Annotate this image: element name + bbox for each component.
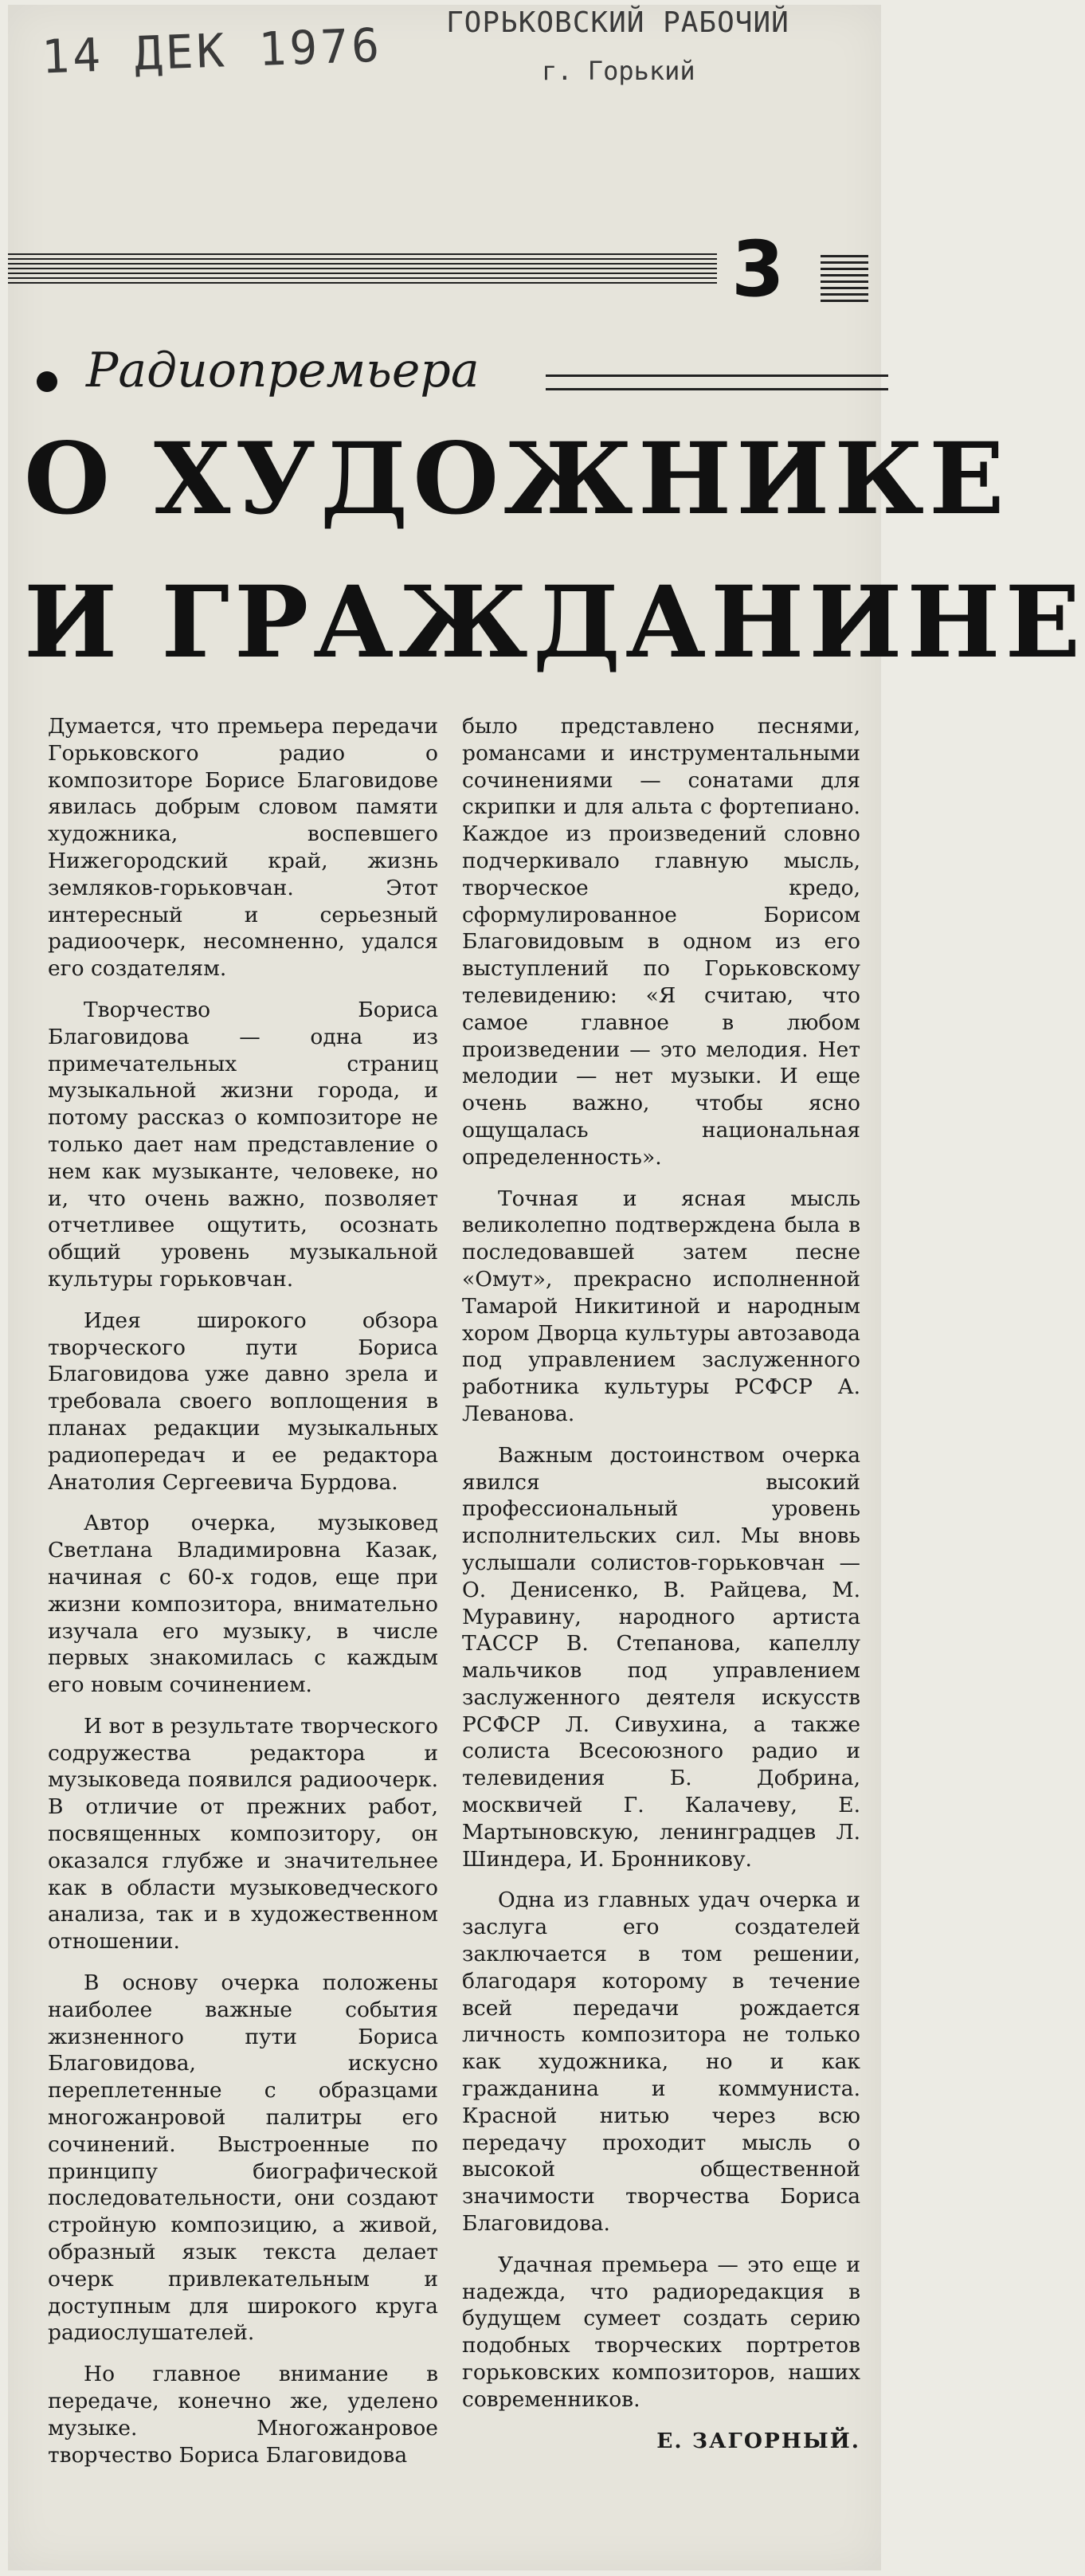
- page-number: 3: [731, 225, 785, 314]
- paragraph: Удачная премьера — это еще и надежда, что радиоредакция в будущем сумеет создать серию подобных творческих портретов горьковских композиторов, наших современников.: [462, 2252, 860, 2412]
- date-stamp: 14 ДЕК 1976: [40, 18, 384, 84]
- right-column: [462, 713, 860, 2468]
- newspaper-name-stamp: ГОРЬКОВСКИЙ РАБОЧИЙ: [446, 6, 789, 39]
- city-stamp: г. Горький: [542, 56, 695, 86]
- rubric-label: Радиопремьера: [86, 343, 480, 398]
- paragraph: Одна из главных удач очерка и заслуга его создателей заключается в том решении, благодаря которому в течение всей передачи рождается личность композитора не только как художника, но и как гражданина и коммуниста. Красной нитью через всю передачу проходит мысль о высокой общественной значимости творчества Бориса Благовидова.: [462, 1888, 860, 2237]
- paragraph: В основу очерка положены наиболее важные события жизненного пути Бориса Благовидова, искусно переплетенные с образцами многожанровой палитры его сочинений. Выстроенные по принципу биографической последовательности, они создают стройную композицию, а живой, образный язык текста делает очерк привлекательным и доступным для широкого круга радиослушателей.: [48, 1970, 438, 2346]
- paragraph: было представлено песнями, романсами и инструментальными сочинениями — сонатами для скрипки и для альта с фортепиано. Каждое из произведений словно подчеркивало главную мысль, творческое кредо, сформулированное Борисом Благовидовым в одном из его выступлений по Горьковскому телевидению: «Я считаю, что самое главное в любом произведении — это мелодия. Нет мелодии — нет музыки. И еще очень важно, чтобы ясно ощущалась национальная определенность».: [462, 714, 860, 1170]
- masthead-rule: [8, 253, 717, 285]
- paragraph: И вот в результате творческого содружества редактора и музыковеда появился радиоочерк. В отличие от прежних работ, посвященных композитору, он оказался глубже и значительнее как в области музыковедческого анализа, так и в художественном отношении.: [48, 1713, 438, 1955]
- rubric-row: [24, 343, 868, 406]
- paragraph: Точная и ясная мысль великолепно подтверждена была в последовавшей затем песне «Омут», прекрасно исполненной Тамарой Никитиной и народным хором Дворца культуры автозавода под управлением заслуженного работника культуры РСФСР А. Леванова.: [462, 1186, 860, 1426]
- headline-line-2: И ГРАЖДАНИНЕ: [24, 565, 1085, 680]
- bullet-icon: [37, 371, 57, 392]
- paragraph: Думается, что премьера передачи Горьковского радио о композиторе Борисе Благовидове явилась добрым словом памяти художника, воспевшего Нижегородский край, жизнь земляков-горьковчан. Этот интересный и серьезный радиоочерк, несомненно, удался его создателям.: [48, 714, 438, 982]
- paragraph: Идея широкого обзора творческого пути Бориса Благовидова уже давно зрела и требовала своего воплощения в планах редакции музыкальных радиопередач и ее редактора Анатолия Сергеевича Бурдова.: [48, 1308, 438, 1495]
- paragraph: Но главное внимание в передаче, конечно же, уделено музыке. Многожанровое творчество Бориса Благовидова: [48, 2362, 438, 2468]
- paragraph: Важным достоинством очерка явился высокий профессиональный уровень исполнительских сил. Мы вновь услышали солистов-горьковчан — О. Денисенко, В. Райцева, М. Муравину, народного артиста ТАССР В. Степанова, капеллу мальчиков под управлением заслуженного деятеля искусств РСФСР Л. Сивухина, а также солиста Всесоюзного радио и телевидения Б. Добрина, москвичей Г. Калачеву, Е. Мартыновскую, ленинградцев Л. Шиндера, И. Бронникову.: [462, 1442, 860, 1872]
- left-column: [48, 713, 438, 2483]
- paragraph: Творчество Бориса Благовидова — одна из примечательных страниц музыкальной жизни города, и потому рассказ о композиторе не только дает нам представление о нем как музыканте, человеке, но и, что очень важно, позволяет отчетливее ощутить, осознать общий уровень музыкальной культуры горьковчан.: [48, 997, 438, 1292]
- paragraph: Автор очерка, музыковед Светлана Владимировна Казак, начиная с 60-х годов, еще при жизни композитора, внимательно изучала его музыку, в числе первых знакомилась с каждым его новым сочинением.: [48, 1511, 438, 1698]
- rubric-rule: [546, 374, 888, 390]
- headline-line-1: О ХУДОЖНИКЕ: [24, 421, 1009, 537]
- author-signature: Е. ЗАГОРНЫЙ.: [656, 2428, 860, 2453]
- page-number-rule: [821, 255, 868, 303]
